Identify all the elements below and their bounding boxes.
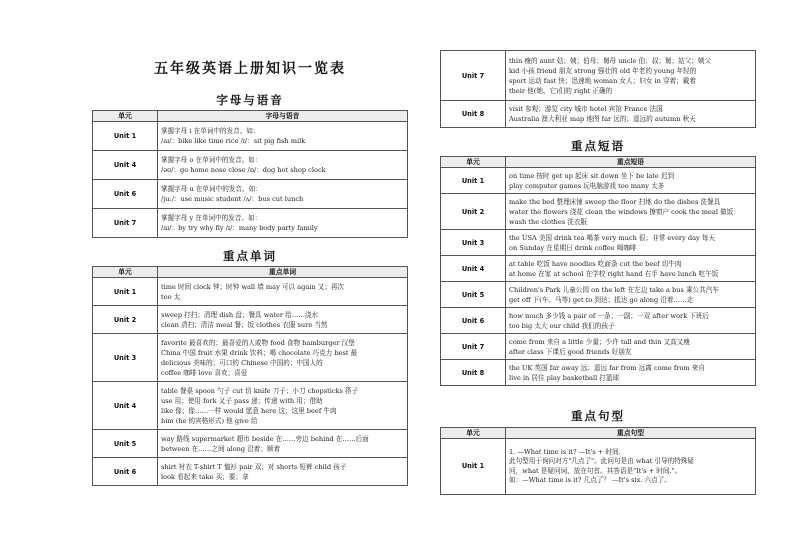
phrases-table: [440, 156, 756, 386]
table-row: [441, 256, 756, 282]
line: 掌握字母 y 在单词中的发音。如：: [161, 214, 262, 222]
unit-cell: Unit 4: [93, 382, 158, 430]
line: too big 太大 our child 我们的孩子: [509, 321, 615, 330]
content-cell: [158, 334, 408, 382]
content-cell: [158, 278, 408, 306]
line: sport 运动 fast 快；迅速地 woman 女人；妇女 in 穿着；戴着: [509, 76, 696, 85]
table-row: [441, 230, 756, 256]
words-table-continued: [440, 50, 756, 128]
unit-cell: Unit 7: [441, 334, 506, 360]
table-row: [441, 334, 756, 360]
unit-cell: Unit 8: [441, 360, 506, 386]
content-cell: [158, 180, 408, 209]
content-cell: [158, 151, 408, 180]
column-header-unit: 单元: [93, 111, 158, 122]
table-row: [441, 51, 756, 101]
content-cell: [506, 256, 756, 282]
line: at table 吃饭 have noodles 吃面条 cut the beef 切牛肉: [509, 259, 682, 268]
unit-cell: Unit 3: [93, 334, 158, 382]
content-cell: [158, 458, 408, 486]
line: how much 多少钱 a pair of 一条；一副；一双 after work 下班后: [509, 311, 710, 320]
unit-cell: Unit 2: [441, 194, 506, 230]
table-row: [441, 308, 756, 334]
line: 掌握字母 i 在单词中的发音。如：: [161, 127, 260, 135]
unit-cell: Unit 8: [441, 101, 506, 128]
unit-cell: Unit 5: [93, 430, 158, 458]
line: Australia 澳大利亚 map 地图 far 远的；遥远的 autumn 秋天: [509, 115, 696, 123]
line: after class 下课后 good friends 好朋友: [509, 347, 632, 356]
unit-cell: Unit 2: [93, 306, 158, 334]
content-cell: [506, 230, 756, 256]
unit-cell: Unit 4: [441, 256, 506, 282]
line: China 中国 fruit 水果 drink 饮料；喝 chocolate 巧克力 best 最: [161, 348, 358, 357]
line: the USA 美国 drink tea 喝茶 very much 很；非常 every day 每天: [509, 233, 716, 242]
table-row: [93, 430, 408, 458]
column-header-phrases: 重点短语: [506, 157, 756, 168]
line: sweep 打扫；清理 dish 盘；餐具 water 给……浇水: [161, 310, 319, 319]
content-cell: [158, 122, 408, 151]
line: live in 居住 play basketball 打篮球: [509, 373, 620, 382]
table-row: [93, 382, 408, 430]
line: coffee 咖啡 love 喜欢；喜爱: [161, 368, 248, 377]
section-heading-phrases: 重点短语: [571, 139, 625, 153]
column-header-unit: 单元: [441, 428, 506, 439]
line: at home 在家 at school 在学校 right hand 右手 have lunch 吃午饭: [509, 269, 719, 278]
line: 问，what 是疑问词，放在句首。其答语是"It's + 时间."。: [509, 466, 682, 475]
column-header-sentences: 重点句型: [506, 428, 756, 439]
line: /aɪ/：bike like time rice /ɪ/：sit pig fish milk: [161, 137, 306, 145]
line: come from 来自 a little 少量；少许 tall and thin 又高又瘦: [509, 337, 690, 346]
line: make the bed 整理床铺 sweep the floor 扫地 do the dishes 洗餐具: [509, 197, 721, 206]
table-row: [441, 101, 756, 128]
line: /aɪ/：by try why fly /ɪ/：many body party family: [161, 224, 318, 232]
unit-cell: Unit 1: [441, 439, 506, 495]
letters-table: [92, 110, 408, 238]
line: like 像；像……一样 would 愿意 here 这；这里 beef 牛肉: [161, 406, 337, 415]
table-row: [441, 360, 756, 386]
line: visit 参观；游览 city 城市 hotel 宾馆 France 法国: [509, 105, 663, 113]
sentences-table: [440, 427, 756, 495]
line: between 在……之间 along 沿着；顺着: [161, 444, 281, 453]
unit-cell: Unit 5: [441, 282, 506, 308]
content-cell: [506, 360, 756, 386]
line: on Sunday 在星期日 drink coffee 喝咖啡: [509, 243, 637, 252]
line: use 用；使用 fork 叉子 pass 递；传递 with 用；借助: [161, 396, 323, 405]
table-row: [93, 122, 408, 151]
line: 如：—What time is it? 几点了？ —It's six. 六点了。: [509, 476, 671, 484]
unit-cell: Unit 7: [441, 51, 506, 101]
section-heading-words: 重点单词: [223, 249, 277, 263]
line: /juː/：use music student /ʌ/：bus cut lunch: [161, 195, 304, 203]
content-cell: [506, 51, 756, 101]
line: kid 小孩 friend 朋友 strong 强壮的 old 年老的 young 年轻的: [509, 66, 697, 75]
line: too 太: [161, 292, 181, 301]
line: 此句型用于询问对方"几点了"。此问句是由 what 引导的特殊疑: [509, 457, 694, 465]
content-cell: [158, 306, 408, 334]
line: table 餐桌 spoon 勺子 cut 切 knife 刀子；小刀 chopsticks 筷子: [161, 386, 359, 395]
unit-cell: Unit 1: [441, 168, 506, 194]
unit-cell: Unit 3: [441, 230, 506, 256]
line: get off 下(车、马等) get to 到达；抵达 go along 沿着……走: [509, 295, 694, 304]
line: 掌握字母 o 在单词中的发音。如：: [161, 156, 262, 164]
line: wash the clothes 洗衣服: [509, 217, 588, 226]
table-row: [441, 439, 756, 495]
line: delicious 美味的；可口的 Chinese 中国的；中国人的: [161, 358, 323, 367]
unit-cell: Unit 6: [441, 308, 506, 334]
unit-cell: Unit 6: [93, 180, 158, 209]
table-row: [441, 194, 756, 230]
line: look 看起来 take 买；要；拿: [161, 472, 249, 481]
line: play computer games 玩电脑游戏 too many 太多: [509, 181, 665, 190]
column-header-words: 重点单词: [158, 267, 408, 278]
content-cell: [158, 382, 408, 430]
column-header-unit: 单元: [441, 157, 506, 168]
line: their 他(她、它)们的 right 正确的: [509, 86, 613, 95]
line: water the flowers 浇花 clean the windows 擦窗户 cook the meal 做饭: [509, 207, 734, 216]
table-row: [93, 306, 408, 334]
section-heading-sentences: 重点句型: [571, 409, 625, 423]
unit-cell: Unit 1: [93, 122, 158, 151]
line: on time 按时 get up 起床 sit down 坐下 be late 迟到: [509, 171, 675, 180]
line: him (he 的宾格形式) 他 give 给: [161, 416, 258, 425]
words-table: [92, 266, 408, 486]
unit-cell: Unit 6: [93, 458, 158, 486]
table-row: [93, 151, 408, 180]
line: way 路线 supermarket 超市 beside 在……旁边 behind 在……后面: [161, 434, 369, 443]
line: time 时间 clock 钟；时钟 wall 墙 may 可以 again 又；再次: [161, 282, 345, 291]
column-header-unit: 单元: [93, 267, 158, 278]
table-row: [93, 278, 408, 306]
content-cell: [506, 308, 756, 334]
line: 掌握字母 u 在单词中的发音。如：: [161, 185, 262, 193]
content-cell: [506, 439, 756, 495]
content-cell: [158, 430, 408, 458]
table-row: [93, 209, 408, 238]
content-cell: [506, 168, 756, 194]
line: /əʊ/：go home nose close /ɒ/：dog hot shop clock: [161, 166, 326, 174]
section-heading-letters: 字母与语音: [216, 93, 284, 107]
line: 1. —What time is it? —It's + 时间.: [509, 447, 621, 456]
content-cell: [506, 334, 756, 360]
table-row: [93, 180, 408, 209]
table-row: [93, 458, 408, 486]
table-row: [441, 168, 756, 194]
table-row: [93, 334, 408, 382]
line: shirt 衬衣 T-shirt T 恤衫 pair 双；对 shorts 短裤 child 孩子: [161, 462, 347, 471]
unit-cell: Unit 7: [93, 209, 158, 238]
page-title: 五年级英语上册知识一览表: [154, 61, 346, 77]
content-cell: [158, 209, 408, 238]
content-cell: [506, 282, 756, 308]
line: clean 清扫；清洁 meal 餐；饭 clothes 衣服 sure 当然: [161, 320, 328, 329]
line: thin 瘦的 aunt 姑；姨；伯母；舅母 uncle 伯；叔；舅；姑父；姨父: [509, 56, 712, 65]
table-row: [441, 282, 756, 308]
unit-cell: Unit 4: [93, 151, 158, 180]
line: the UK 英国 far away 远；遥远 far from 远离 come from 来自: [509, 363, 705, 372]
column-header-letters: 字母与语音: [158, 111, 408, 122]
line: favorite 最喜欢的；最喜爱的人或物 food 食物 hamburger 汉堡: [161, 338, 355, 347]
line: Children's Park 儿童公园 on the left 在左边 take a bus 乘公共汽车: [509, 285, 719, 294]
content-cell: [506, 101, 756, 128]
unit-cell: Unit 1: [93, 278, 158, 306]
content-cell: [506, 194, 756, 230]
